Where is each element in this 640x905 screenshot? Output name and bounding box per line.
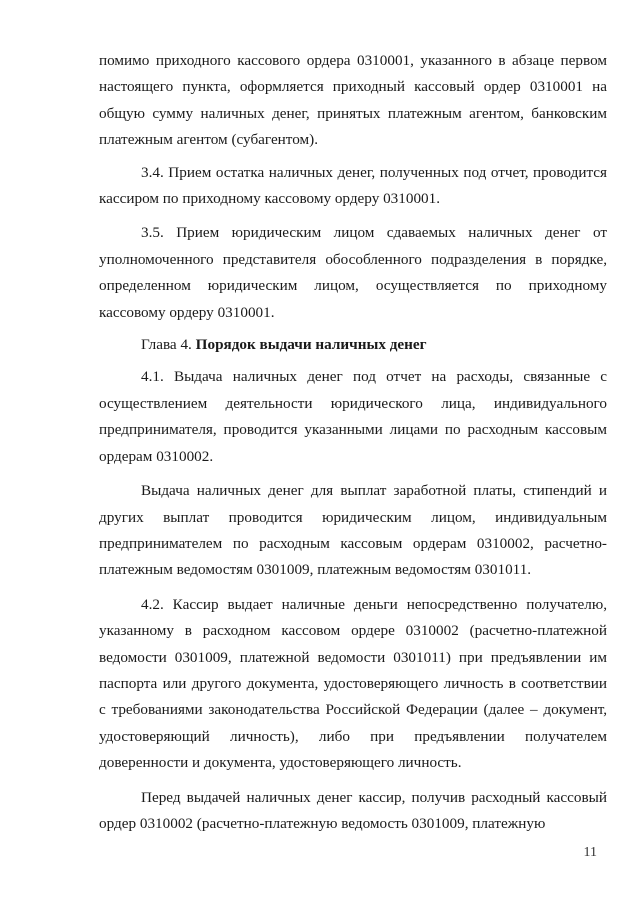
paragraph-before-issue: Перед выдачей наличных денег кассир, получив расходный кассовый ордер 0310002 (расчетно-платежную ведомость 0301009, платежную: [99, 788, 607, 832]
paragraph-cash-payments: Выдача наличных денег для выплат заработной платы, стипендий и других выплат проводится юридическим лицом, индивидуальным предпринимателем по расходным кассовым ордерам 0310002, расчетно-платежным ведомостям 0301009, платежным ведомостям 0301011.: [99, 482, 607, 579]
chapter-prefix: Глава 4.: [141, 336, 192, 354]
document-body: [99, 48, 607, 837]
paragraph-4-2: 4.2. Кассир выдает наличные деньги непосредственно получателю, указанному в расходном кассовом ордере 0310002 (расчетно-платежной ведомости 0301009, платежной ведомости 0301011) при предъявлении им паспорта или другого документа, удостоверяющего личность в соответствии с требованиями законодательства Российской Федерации (далее – документ, удостоверяющий личность), либо при предъявлении получателем доверенности и документа, удостоверяющего личность.: [99, 595, 607, 772]
paragraph-3-4: 3.4. Прием остатка наличных денег, полученных под отчет, проводится кассиром по приходному кассовому ордеру 0310001.: [99, 163, 607, 208]
paragraph-4-1: 4.1. Выдача наличных денег под отчет на расходы, связанные с осуществлением деятельности юридического лица, индивидуального предпринимателя, проводится указанными лицами по расходным кассовым ордерам 0310002.: [99, 368, 607, 465]
page-number: 11: [583, 845, 597, 860]
paragraph-continuation: помимо приходного кассового ордера 0310001, указанного в абзаце первом настоящего пункта, оформляется приходный кассовый ордер 0310001 на общую сумму наличных денег, принятых платежным агентом, банковским платежным агентом (субагентом).: [99, 52, 607, 149]
chapter-heading: [99, 332, 607, 358]
paragraph-3-5: 3.5. Прием юридическим лицом сдаваемых наличных денег от уполномоченного представителя обособленного подразделения в порядке, определенном юридическим лицом, осуществляется по приходному кассовому ордеру 0310001.: [99, 224, 607, 321]
chapter-title: Порядок выдачи наличных денег: [195, 336, 427, 354]
